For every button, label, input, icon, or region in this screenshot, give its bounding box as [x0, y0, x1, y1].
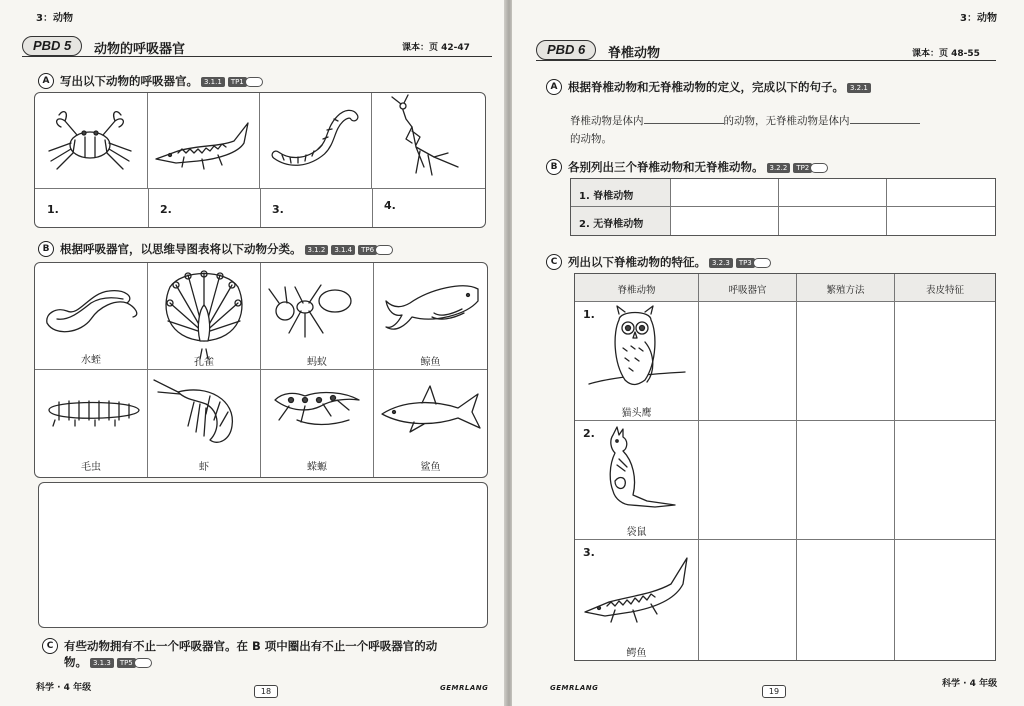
animal-card-peacock — [148, 263, 261, 370]
section-c-text-2: 物。 — [64, 655, 87, 669]
section-a-text: 根据脊椎动物和无脊椎动物的定义，完成以下的句子。 — [568, 80, 844, 94]
tag-3-1-2: 3.1.2 — [305, 245, 329, 255]
animal-label-ant: 蚂蚁 — [307, 357, 327, 368]
animal-card-ant — [261, 263, 374, 370]
publisher-logo: GEMRLANG — [550, 684, 599, 692]
section-a-letter: A — [546, 79, 562, 95]
tp-pill-icon — [810, 163, 828, 173]
owl-icon — [575, 302, 699, 402]
tag-3-2-2: 3.2.2 — [767, 163, 791, 173]
answer-number-4: 4. — [384, 199, 396, 212]
header-vertebrate — [575, 274, 699, 302]
tag-3-1-3: 3.1.3 — [90, 658, 114, 668]
mantis-icon — [372, 93, 485, 189]
answer-cell[interactable] — [779, 207, 887, 235]
textbook-ref: 课本：页 48-55 — [912, 49, 980, 59]
answer-cell[interactable] — [895, 302, 995, 421]
answer-cell[interactable] — [671, 179, 779, 207]
answer-cell[interactable] — [797, 540, 895, 660]
section-c-letter: C — [42, 638, 58, 654]
tag-tp6: TP6 — [358, 245, 377, 255]
section-c-letter: C — [546, 254, 562, 270]
sentence-part-1: 脊椎动物是体内 — [570, 115, 644, 127]
blank-invertebrate[interactable] — [850, 113, 920, 124]
crocodile-icon — [575, 540, 699, 640]
section-c-line2 — [64, 654, 152, 670]
animal-card-shrimp — [148, 370, 261, 477]
animal-cell-mantis — [372, 93, 485, 189]
animal-card-whale — [374, 263, 487, 370]
section-a-text: 写出以下动物的呼吸器官。 — [60, 74, 198, 88]
header-skin — [895, 274, 995, 302]
worm-icon — [260, 93, 372, 189]
row-number: 2. — [583, 427, 595, 440]
header-reproduction — [797, 274, 895, 302]
left-page — [0, 0, 506, 706]
section-b-letter: B — [38, 241, 54, 257]
divider — [148, 189, 149, 227]
answer-number-2: 2. — [160, 203, 172, 216]
answer-cell[interactable] — [671, 207, 779, 235]
header-respiratory-organ — [699, 274, 797, 302]
section-b-table — [570, 178, 996, 236]
page-number: 18 — [254, 685, 278, 698]
crab-icon — [35, 93, 148, 189]
animal-label-kangaroo: 袋鼠 — [626, 527, 647, 538]
chapter-label: 3：动物 — [960, 13, 997, 24]
animal-label-leech: 水蛭 — [81, 355, 101, 366]
section-b-question — [60, 241, 393, 257]
salamander-icon — [261, 370, 374, 456]
animal-label-salamander: 蝾螈 — [307, 462, 327, 473]
tag-tp3: TP3 — [736, 258, 755, 268]
pbd-badge: PBD 5 — [22, 36, 82, 56]
ant-icon — [261, 263, 374, 349]
answer-number-1: 1. — [47, 203, 59, 216]
answer-cell[interactable] — [699, 540, 797, 660]
header-text: 呼吸器官 — [728, 285, 767, 296]
answer-cell[interactable] — [887, 179, 995, 207]
answer-cell[interactable] — [797, 302, 895, 421]
peacock-icon — [148, 263, 261, 349]
whale-icon — [374, 263, 487, 349]
section-c-question — [568, 254, 771, 270]
section-b-text: 各别列出三个脊椎动物和无脊椎动物。 — [568, 160, 764, 174]
tp-pill-icon — [245, 77, 263, 87]
tp-pill-icon — [134, 658, 152, 668]
section-a-table — [34, 92, 486, 228]
answer-cell[interactable] — [699, 421, 797, 540]
divider — [260, 189, 261, 227]
section-c-table — [574, 273, 996, 661]
row-label-text: 2. 无脊椎动物 — [579, 219, 644, 230]
row-label-invertebrate — [571, 207, 671, 235]
section-a-sentence — [570, 113, 920, 128]
pbd-title: 动物的呼吸器官 — [94, 42, 186, 57]
publisher-logo: GEMRLANG — [440, 684, 489, 692]
section-b-letter: B — [546, 159, 562, 175]
animal-label-owl: 猫头鹰 — [621, 408, 652, 419]
divider — [372, 189, 373, 227]
row-label-vertebrate — [571, 179, 671, 207]
section-a-question — [60, 73, 263, 89]
animal-cell-worm — [260, 93, 372, 189]
animal-card-caterpillar — [35, 370, 148, 477]
animal-cell-kangaroo — [575, 421, 699, 540]
answer-cell[interactable] — [895, 540, 995, 660]
animal-label-caterpillar: 毛虫 — [81, 462, 101, 473]
section-a-question — [568, 79, 871, 95]
shrimp-icon — [148, 370, 261, 456]
section-b-grid — [34, 262, 488, 478]
animal-cell-crab — [35, 93, 148, 189]
answer-number-3: 3. — [272, 203, 284, 216]
animal-cell-owl — [575, 302, 699, 421]
row-number: 1. — [583, 308, 595, 321]
animal-label-crocodile: 鳄鱼 — [626, 648, 647, 659]
sentence-part-3: 的动物。 — [570, 133, 612, 145]
tag-3-1-4: 3.1.4 — [331, 245, 355, 255]
blank-vertebrate[interactable] — [644, 113, 724, 124]
pbd-badge: PBD 6 — [536, 40, 596, 60]
section-b-text: 根据呼吸器官，以思维导图表将以下动物分类。 — [60, 242, 302, 256]
kangaroo-icon — [575, 421, 699, 521]
tp-pill-icon — [753, 258, 771, 268]
chapter-label: 3：动物 — [36, 13, 73, 24]
animal-card-shark — [374, 370, 487, 477]
section-c-line1: 有些动物拥有不止一个呼吸器官。在 B 项中圈出有不止一个呼吸器官的动 — [64, 639, 438, 653]
pbd-header — [536, 40, 996, 61]
row-label-text: 1. 脊椎动物 — [579, 191, 634, 202]
tag-3-2-1: 3.2.1 — [847, 83, 871, 93]
mind-map-answer-area[interactable] — [38, 482, 488, 628]
animal-label-peacock: 孔雀 — [194, 357, 214, 368]
tag-tp2: TP2 — [793, 163, 812, 173]
answer-cell[interactable] — [895, 421, 995, 540]
answer-cell[interactable] — [797, 421, 895, 540]
right-page — [512, 0, 1024, 706]
answer-cell[interactable] — [779, 179, 887, 207]
answer-cell[interactable] — [699, 302, 797, 421]
tag-3-1-1: 3.1.1 — [201, 77, 225, 87]
caterpillar-icon — [35, 370, 148, 456]
section-a-letter: A — [38, 73, 54, 89]
tag-tp1: TP1 — [228, 77, 247, 87]
sentence-part-2: 的动物，无脊椎动物是体内 — [723, 115, 850, 127]
page-number: 19 — [762, 685, 786, 698]
animal-label-shrimp: 虾 — [199, 462, 209, 473]
section-c-text: 列出以下脊椎动物的特征。 — [568, 255, 706, 269]
animal-cell-crocodile — [575, 540, 699, 660]
row-number: 3. — [583, 546, 595, 559]
tp-pill-icon — [375, 245, 393, 255]
tag-3-2-3: 3.2.3 — [709, 258, 733, 268]
crocodile-icon — [148, 93, 260, 189]
answer-cell[interactable] — [887, 207, 995, 235]
footer-subject: 科学 · 4 年级 — [36, 683, 92, 693]
pbd-title: 脊椎动物 — [608, 46, 661, 61]
animal-cell-crocodile — [148, 93, 260, 189]
header-text: 脊椎动物 — [617, 285, 656, 296]
textbook-ref: 课本：页 42-47 — [402, 43, 470, 53]
animal-label-whale: 鲸鱼 — [420, 357, 441, 368]
tag-tp5: TP5 — [117, 658, 136, 668]
leech-icon — [35, 263, 148, 343]
header-text: 繁殖方法 — [826, 285, 865, 296]
animal-label-shark: 鲨鱼 — [420, 462, 441, 473]
header-text: 表皮特征 — [925, 285, 964, 296]
footer-subject: 科学 · 4 年级 — [942, 679, 998, 689]
animal-card-salamander — [261, 370, 374, 477]
pbd-header — [22, 36, 492, 57]
animal-card-leech — [35, 263, 148, 370]
shark-icon — [374, 370, 487, 456]
section-b-question — [568, 159, 828, 175]
